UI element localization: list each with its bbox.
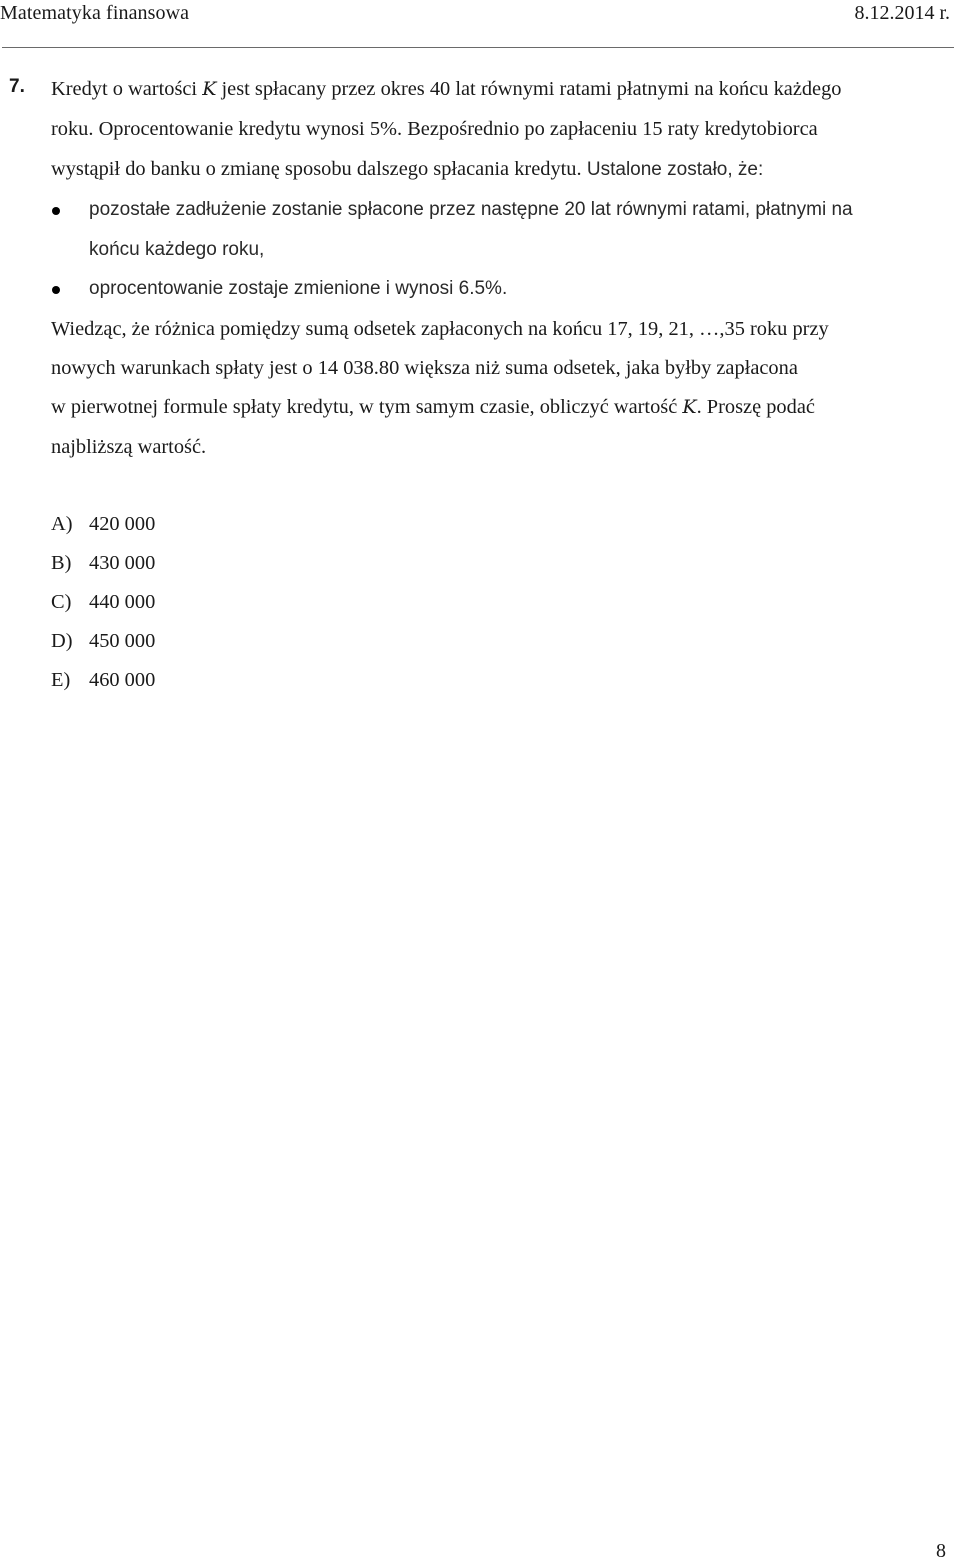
answer-letter: A) <box>51 513 73 535</box>
page-number: 8 <box>936 1540 946 1562</box>
text-segment: w pierwotnej formule spłaty kredytu, w tym samym czasie, obliczyć wartość <box>51 396 683 418</box>
problem-text-line-1 <box>51 77 842 101</box>
answer-value: 450 000 <box>89 630 156 652</box>
answer-value: 440 000 <box>89 591 156 613</box>
question-line-4: najbliższą wartość. <box>51 436 207 458</box>
question-line-2: nowych warunkach spłaty jest o 14 038.80 większa niż suma odsetek, jaka byłby zapłacona <box>51 357 798 379</box>
question-line-3 <box>51 395 815 419</box>
problem-text-line-3 <box>51 157 763 182</box>
variable-k: K <box>682 396 697 418</box>
answer-value: 460 000 <box>89 669 156 691</box>
text-segment: jest spłacany przez okres 40 lat równymi ratami płatnymi na końcu każdego <box>216 78 842 100</box>
answer-option <box>51 668 155 692</box>
problem-number: 7. <box>9 76 25 97</box>
question-line-1: Wiedząc, że różnica pomiędzy sumą odsetek zapłaconych na końcu 17, 19, 21, …,35 roku przy <box>51 318 829 340</box>
header-date: 8.12.2014 r. <box>854 2 950 24</box>
answer-letter: C) <box>51 591 72 613</box>
page-header <box>0 0 956 30</box>
answer-value: 430 000 <box>89 552 156 574</box>
answer-option <box>51 512 155 536</box>
bullet-icon <box>52 207 60 215</box>
text-segment: . Proszę podać <box>696 396 815 418</box>
problem-text-line-2: roku. Oprocentowanie kredytu wynosi 5%. Bezpośrednio po zapłaceniu 15 raty kredytobiorca <box>51 118 818 140</box>
variable-k: K <box>202 78 217 100</box>
answer-letter: D) <box>51 630 73 652</box>
text-segment: Kredyt o wartości <box>51 78 203 100</box>
answer-option <box>51 629 155 653</box>
header-title: Matematyka finansowa <box>0 2 190 24</box>
bullet-2: oprocentowanie zostaje zmienione i wynosi 6.5%. <box>89 278 508 299</box>
bullet-icon <box>52 286 60 294</box>
text-segment: Ustalone zostało, że: <box>581 159 764 180</box>
header-divider <box>2 47 954 48</box>
answer-letter: E) <box>51 669 71 691</box>
answer-letter: B) <box>51 552 72 574</box>
answer-option <box>51 590 155 614</box>
answer-option <box>51 551 155 575</box>
bullet-1-line-2: końcu każdego roku, <box>89 239 265 260</box>
bullet-1-line-1: pozostałe zadłużenie zostanie spłacone przez następne 20 lat równymi ratami, płatnymi na <box>89 199 853 220</box>
answer-value: 420 000 <box>89 513 156 535</box>
text-segment: wystąpił do banku o zmianę sposobu dalszego spłacania kredytu. <box>51 158 582 180</box>
